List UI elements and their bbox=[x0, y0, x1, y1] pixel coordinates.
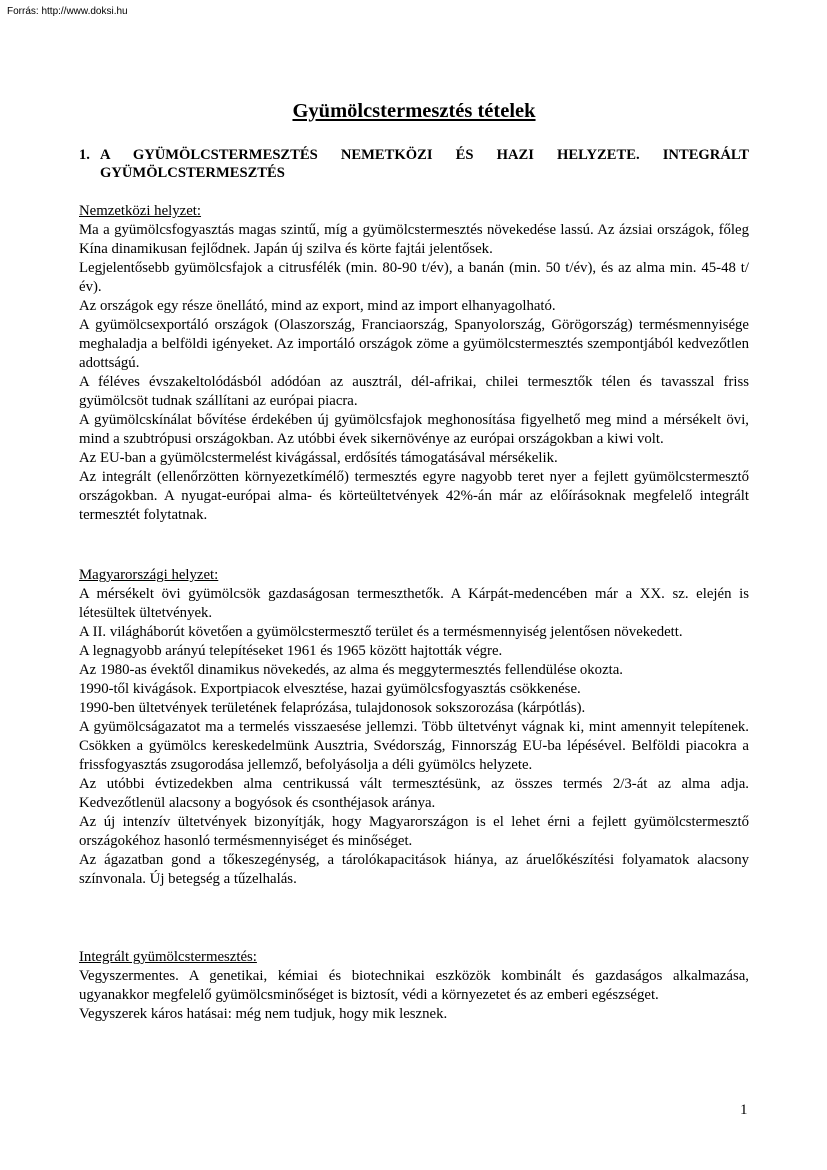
paragraph: Az utóbbi évtizedekben alma centrikussá vált termesztésünk, az összes termés 2/3-át az alma adja. Kedvezőtlenül alacsony a bogyósok és csonthéjasok aránya. bbox=[79, 776, 749, 811]
paragraph: A gyümölcságazatot ma a termelés visszaesése jellemzi. Több ültetvényt vágnak ki, mint amennyit telepítenek. Csökken a gyümölcs kereskedelmünk Ausztria, Svédország, Finnország EU-ba lépésével. Belföldi piacokra a frissfogyasztás zsugorodása jellemző, befolyásolja a déli gyümölcs helyzete. bbox=[79, 719, 749, 773]
source-url: Forrás: http://www.doksi.hu bbox=[7, 6, 128, 17]
paragraph: A gyümölcskínálat bővítése érdekében új gyümölcsfajok meghonosítása figyelhető meg mind a mérsékelt övi, mind a szubtrópusi országokban. Az utóbbi évek sikernövénye az európai országokban a kiwi volt. bbox=[79, 412, 749, 447]
international-label: Nemzetközi helyzet: bbox=[79, 203, 202, 219]
paragraph: Az 1980-as évektől dinamikus növekedés, az alma és meggytermesztés fellendülése okozta. bbox=[79, 662, 624, 678]
paragraph: Legjelentősebb gyümölcsfajok a citrusfélék (min. 80-90 t/év), a banán (min. 50 t/év), és az alma min. 45-48 t/év). bbox=[79, 260, 749, 295]
paragraph: 1990-ben ültetvények területének felaprózása, tulajdonosok sokszorozása (kárpótlás). bbox=[79, 700, 586, 716]
paragraph: A legnagyobb arányú telepítéseket 1961 és 1965 között hajtották végre. bbox=[79, 643, 503, 659]
paragraph: A gyümölcsexportáló országok (Olaszország, Franciaország, Spanyolország, Görögország) termésmennyisége meghaladja a belföldi igényeket. Az importáló országok zöme a gyümölcstermesztés szempontjából kedvezőtlen adottságú. bbox=[79, 317, 749, 371]
paragraph: Vegyszerek káros hatásai: még nem tudjuk, hogy mik lesznek. bbox=[79, 1006, 448, 1022]
paragraph: A mérsékelt övi gyümölcsök gazdaságosan termeszthetők. A Kárpát-medencében már a XX. sz. elején is létesültek ültetvények. bbox=[79, 586, 749, 621]
international-section bbox=[79, 202, 749, 525]
section-heading bbox=[79, 146, 749, 182]
hungary-section bbox=[79, 566, 749, 889]
paragraph: Az ágazatban gond a tőkeszegénység, a tárolókapacitások hiánya, az áruelőkészítési folyamatok alacsony színvonala. Új betegség a tűzelhalás. bbox=[79, 852, 749, 887]
document-title: Gyümölcstermesztés tételek bbox=[292, 100, 536, 122]
paragraph: Vegyszermentes. A genetikai, kémiai és biotechnikai eszközök kombinált és gazdaságos alkalmazása, ugyanakkor megfelelő gyümölcsminőséget is biztosít, védi a környezetet és az emberi egészséget. bbox=[79, 968, 749, 1003]
paragraph: A féléves évszakeltolódásból adódóan az ausztrál, dél-afrikai, chilei termesztők télen és tavasszal friss gyümölcsöt tudnak szállítani az európai piacra. bbox=[79, 374, 749, 409]
paragraph: Az országok egy része önellátó, mind az export, mind az import elhanyagolható. bbox=[79, 298, 556, 314]
paragraph: A II. világháborút követően a gyümölcstermesztő terület és a termésmennyiség jelentősen növekedett. bbox=[79, 624, 683, 640]
integrated-label: Integrált gyümölcstermesztés: bbox=[79, 949, 257, 965]
paragraph: Ma a gyümölcsfogyasztás magas szintű, míg a gyümölcstermesztés növekedése lassú. Az ázsiai országok, főleg Kína dinamikusan fejlődnek. Japán új szilva és körte fajtái jelentősek. bbox=[79, 222, 749, 257]
page-number: 1 bbox=[740, 1102, 748, 1118]
paragraph: Az integrált (ellenőrzötten környezetkímélő) termesztés egyre nagyobb teret nyer a fejlett gyümölcstermesztő országokban. A nyugat-európai alma- és körteültetvények 42%-án már az előírásoknak megfelelő integrált termesztét folytatnak. bbox=[79, 469, 749, 523]
paragraph: 1990-től kivágások. Exportpiacok elvesztése, hazai gyümölcsfogyasztás csökkenése. bbox=[79, 681, 581, 697]
section-number: 1. bbox=[79, 147, 90, 163]
integrated-section bbox=[79, 948, 749, 1024]
hungary-label: Magyarországi helyzet: bbox=[79, 567, 219, 583]
paragraph: Az EU-ban a gyümölcstermelést kivágással, erdősítés támogatásával mérsékelik. bbox=[79, 450, 558, 466]
paragraph: Az új intenzív ültetvények bizonyítják, hogy Magyarországon is el lehet érni a fejlett gyümölcstermesztő országokéhoz hasonló termésmennyiséget és minőséget. bbox=[79, 814, 749, 849]
section-heading-text: A GYÜMÖLCSTERMESZTÉS NEMETKÖZI ÉS HAZI HELYZETE. INTEGRÁLT GYÜMÖLCSTERMESZTÉS bbox=[100, 147, 749, 181]
